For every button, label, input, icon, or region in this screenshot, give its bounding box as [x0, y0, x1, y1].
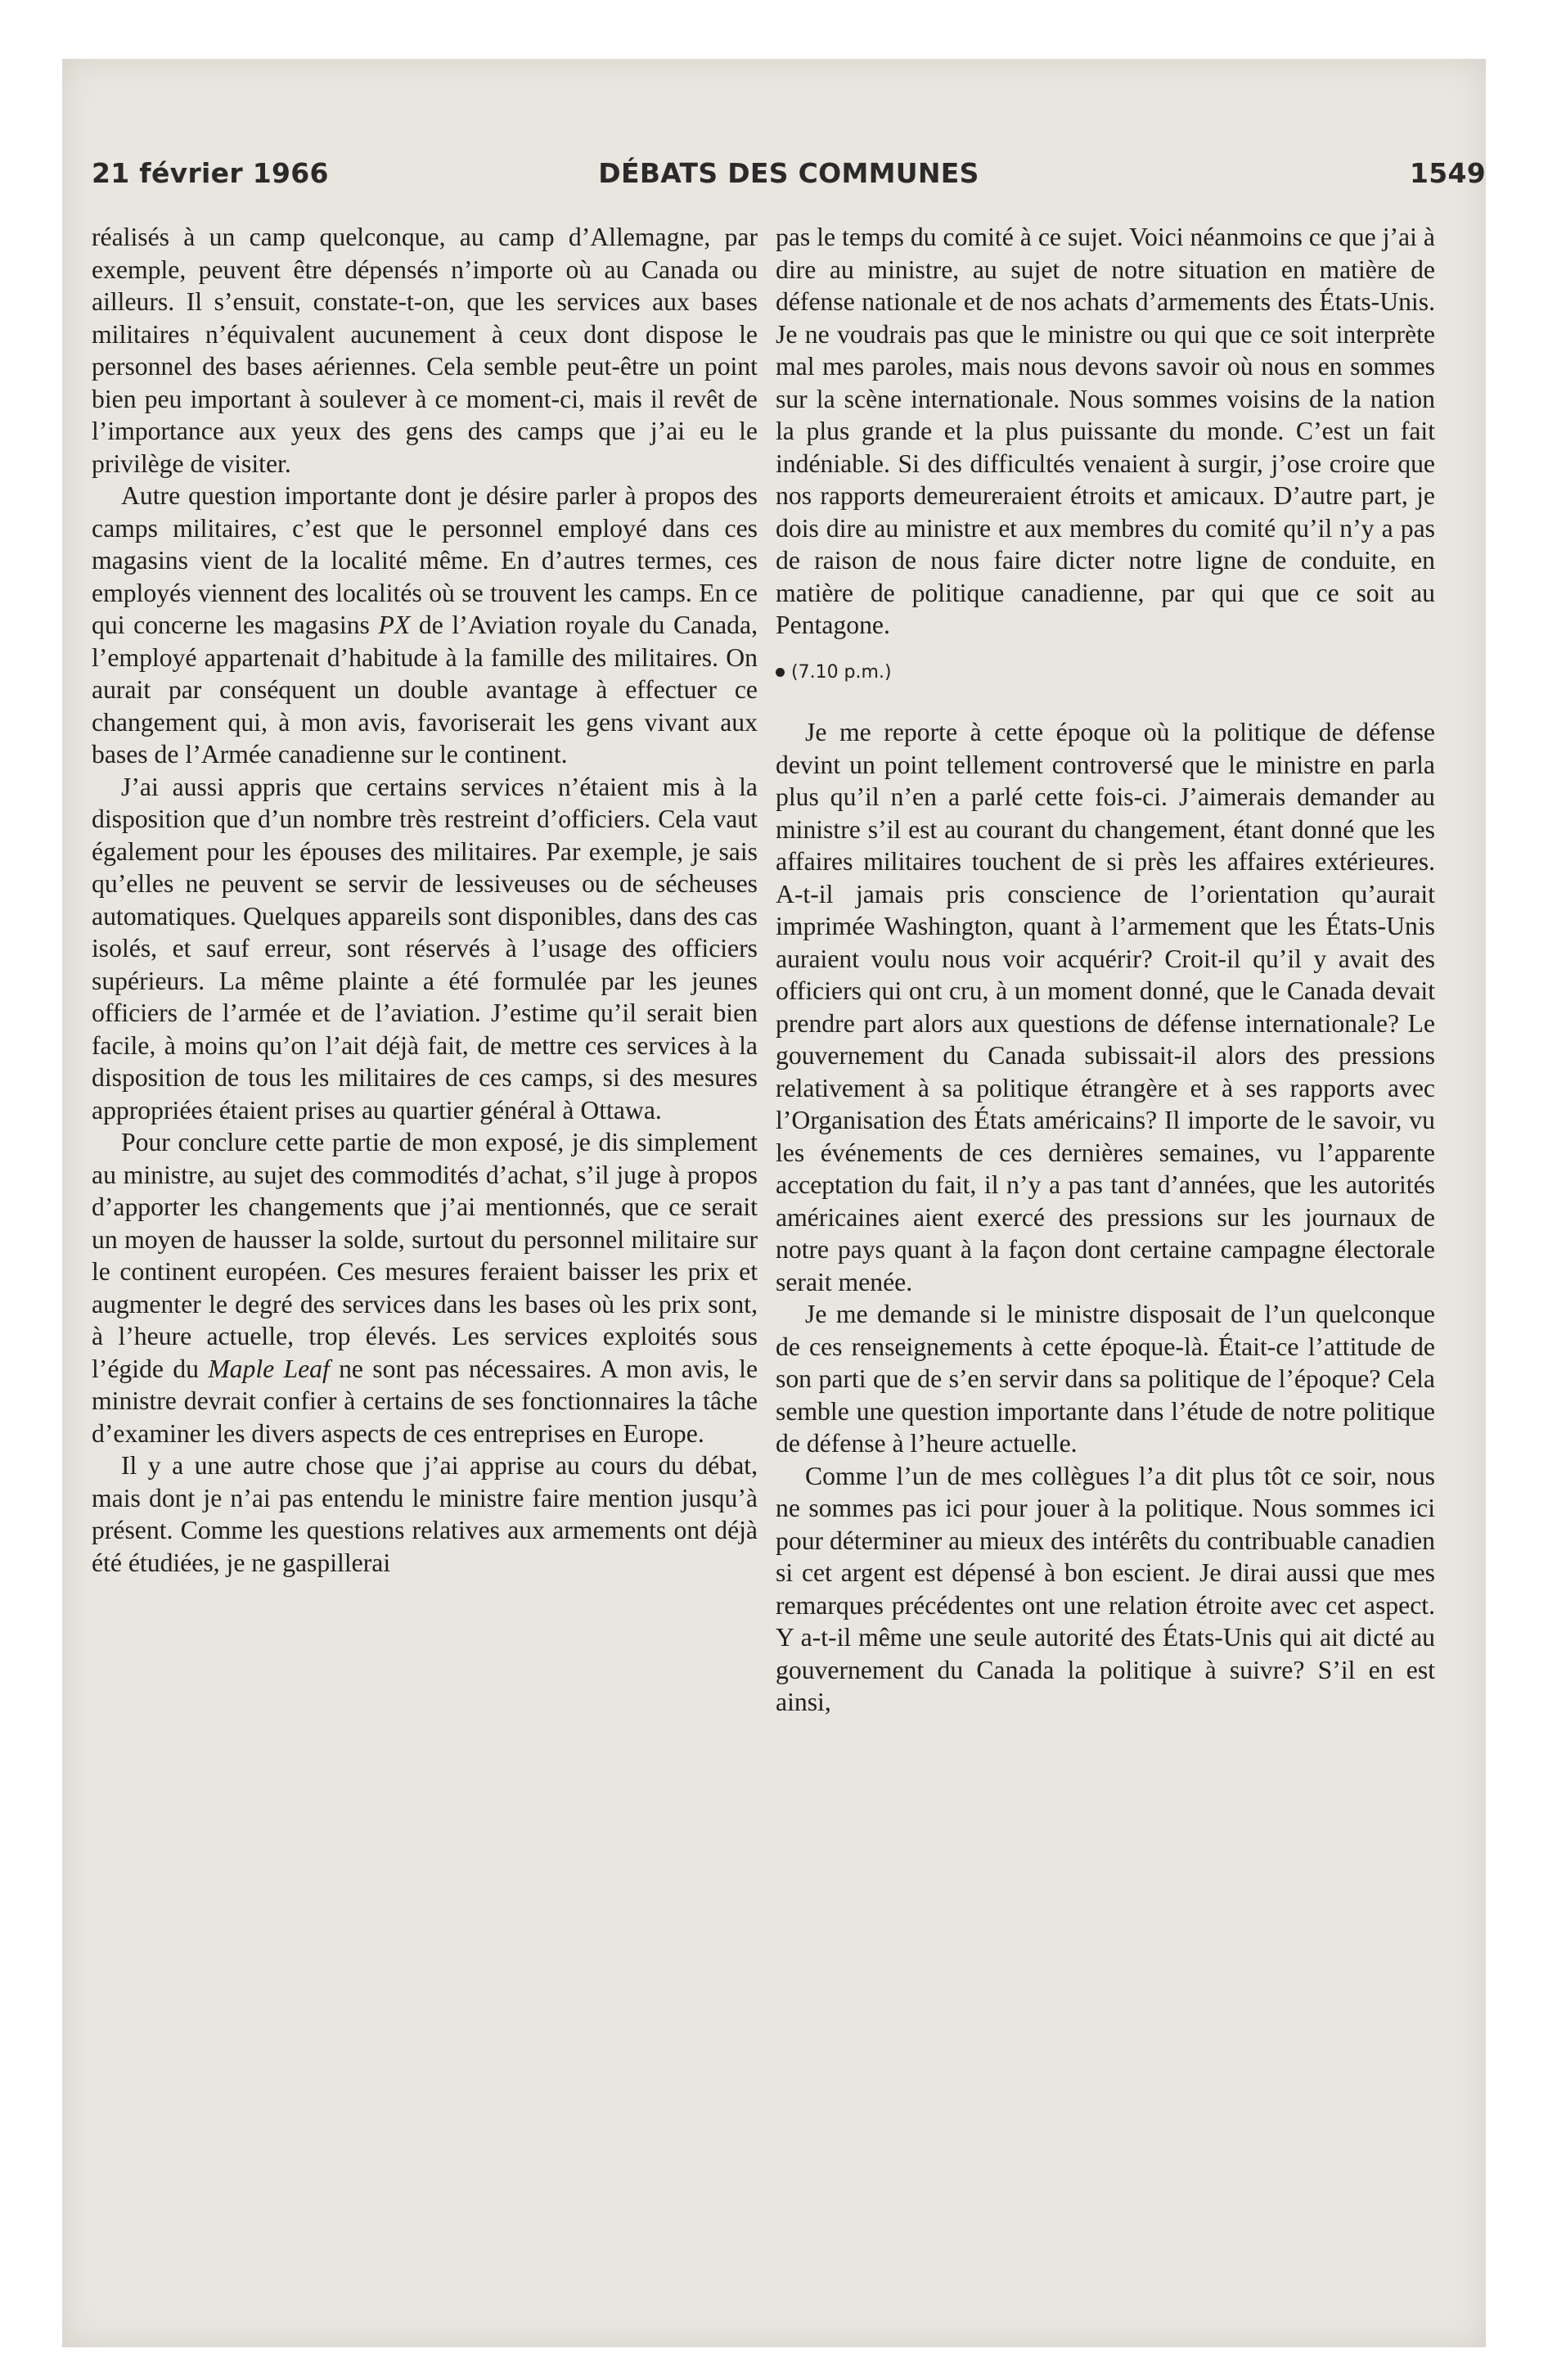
left-column — [92, 221, 758, 1579]
publication-title: DÉBATS DES COMMUNES — [598, 157, 979, 189]
paragraph — [92, 480, 758, 771]
paragraph-text: de l’Aviation royale du Canada, l’employé appartenait d’habitude à la famille des militaires. On aurait par conséquent un double avantage à effectuer ce changement qui, à mon avis, favoriserait les gens vivant aux bases de l’Armée canadienne sur le continent. — [92, 611, 758, 769]
paragraph-text: Pour conclure cette partie de mon exposé, je dis simplement au ministre, au sujet des commodités d’achat, s’il juge à propos d’apporter les changements que j’ai mentionnés, que ce serait un moyen de hausser la solde, surtout du personnel militaire sur le continent européen. Ces mesures feraient baisser les prix et augmenter le degré des services dans les bases où les prix sont, à l’heure actuelle, trop élevés. Les services exploités sous l’égide du — [92, 1128, 758, 1383]
right-column — [776, 221, 1435, 1719]
time-stamp — [776, 656, 1435, 689]
paragraph-text: Autre question importante dont je désire parler à propos des camps militaires, c’est que le personnel employé dans ces magasins vient de la localité même. En d’autres termes, ces employés viennent des localités où se trouvent les camps. En ce qui concerne les magasins — [92, 481, 758, 639]
paragraph: J’ai aussi appris que certains services n’étaient mis à la disposition que d’un nombre très restreint d’officiers. Cela vaut également pour les épouses des militaires. Par exemple, je sais qu’elles ne peuvent se servir de lessiveuses ou de sécheuses automatiques. Quelques appareils sont disponibles, dans des cas isolés, et sauf erreur, sont réservés à l’usage des officiers supérieurs. La même plainte a été formulée par les jeunes officiers de l’armée et de l’aviation. J’estime qu’il serait bien facile, à moins qu’on l’ait déjà fait, de mettre ces services à la disposition de tous les militaires de ces camps, si des mesures appropriées étaient prises au quartier général à Ottawa. — [92, 772, 758, 1125]
running-header — [92, 157, 1486, 198]
paragraph: Il y a une autre chose que j’ai apprise au cours du débat, mais dont je n’ai pas entendu le ministre faire mention jusqu’à présent. Comme les questions relatives aux armements ont déjà été étudiées, je ne gaspillerai — [92, 1451, 758, 1577]
page-number: 1549 — [1409, 157, 1486, 189]
header-date: 21 février 1966 — [92, 157, 329, 189]
paragraph-text: ne sont pas nécessaires. A mon avis, le ministre devrait confier à certains de ses fonctionnaires la tâche d’examiner les divers aspects de ces entreprises en Europe. — [92, 1354, 758, 1448]
paragraph: Comme l’un de mes collègues l’a dit plus tôt ce soir, nous ne sommes pas ici pour jouer à la politique. Nous sommes ici pour déterminer au mieux des intérêts du contribuable canadien si cet argent est dépensé à bon escient. Je dirai aussi que mes remarques précédentes ont une relation étroite avec cet aspect. Y a-t-il même une seule autorité des États-Unis qui ait dicté au gouvernement du Canada la politique à suivre? S’il en est ainsi, — [776, 1461, 1435, 1716]
bullet-icon — [776, 668, 785, 677]
time-stamp-text: (7.10 p.m.) — [791, 661, 892, 683]
paragraph: Je me reporte à cette époque où la politique de défense devint un point tellement controversé que le ministre en parla plus qu’il n’en a parlé cette fois-ci. J’aimerais demander au ministre s’il est au courant du changement, étant donné que les affaires militaires touchent de si près les affaires extérieures. A-t-il jamais pris conscience de l’orientation qu’aurait imprimée Washington, quant à l’armement que les États-Unis auraient voulu nous voir acquérir? Croit-il qu’il y avait des officiers qui ont cru, à un moment donné, que le Canada devait prendre part alors aux questions de défense internationale? Le gouvernement du Canada subissait-il alors des pressions relativement à sa politique étrangère et à ses rapports avec l’Organisation des États américains? Il importe de le savoir, vu les événements de ces dernières semaines, vu l’apparente acceptation du fait, il n’y a pas tant d’années, que les autorités américaines aient exercé des pressions sur les journaux de notre pays quant à la façon dont certaine campagne électorale serait menée. — [776, 718, 1435, 1296]
paragraph — [92, 1126, 758, 1449]
paragraph: pas le temps du comité à ce sujet. Voici néanmoins ce que j’ai à dire au ministre, au sujet de notre situation en matière de défense nationale et de nos achats d’armements des États-Unis. Je ne voudrais pas que le ministre ou qui que ce soit interprète mal mes paroles, mais nous devons savoir où nous en sommes sur la scène internationale. Nous sommes voisins de la nation la plus grande et la plus puissante du monde. C’est un fait indéniable. Si des difficultés venaient à surgir, j’ose croire que nos rapports demeureraient étroits et amicaux. D’autre part, je dois dire au ministre et aux membres du comité qu’il n’y a pas de raison de nous faire dicter notre ligne de conduite, en matière de politique canadienne, par qui que ce soit au Pentagone. — [776, 223, 1435, 639]
paragraph: Je me demande si le ministre disposait de l’un quelconque de ces renseignements à cette époque-là. Était-ce l’attitude de son parti que de s’en servir dans sa politique de l’époque? Cela semble une question importante dans l’étude de notre politique de défense à l’heure actuelle. — [776, 1300, 1435, 1458]
paragraph: réalisés à un camp quelconque, au camp d’Allemagne, par exemple, peuvent être dépensés n’importe où au Canada ou ailleurs. Il s’ensuit, constate-t-on, que les services aux bases militaires n’équivalent aucunement à ceux dont dispose le personnel des bases aériennes. Cela semble peut-être un point bien peu important à soulever à ce moment-ci, mais il revêt de l’importance aux yeux des gens des camps que j’ai eu le privilège de visiter. — [92, 223, 758, 478]
italic-term: Maple Leaf — [208, 1354, 330, 1383]
italic-term: PX — [378, 611, 411, 639]
